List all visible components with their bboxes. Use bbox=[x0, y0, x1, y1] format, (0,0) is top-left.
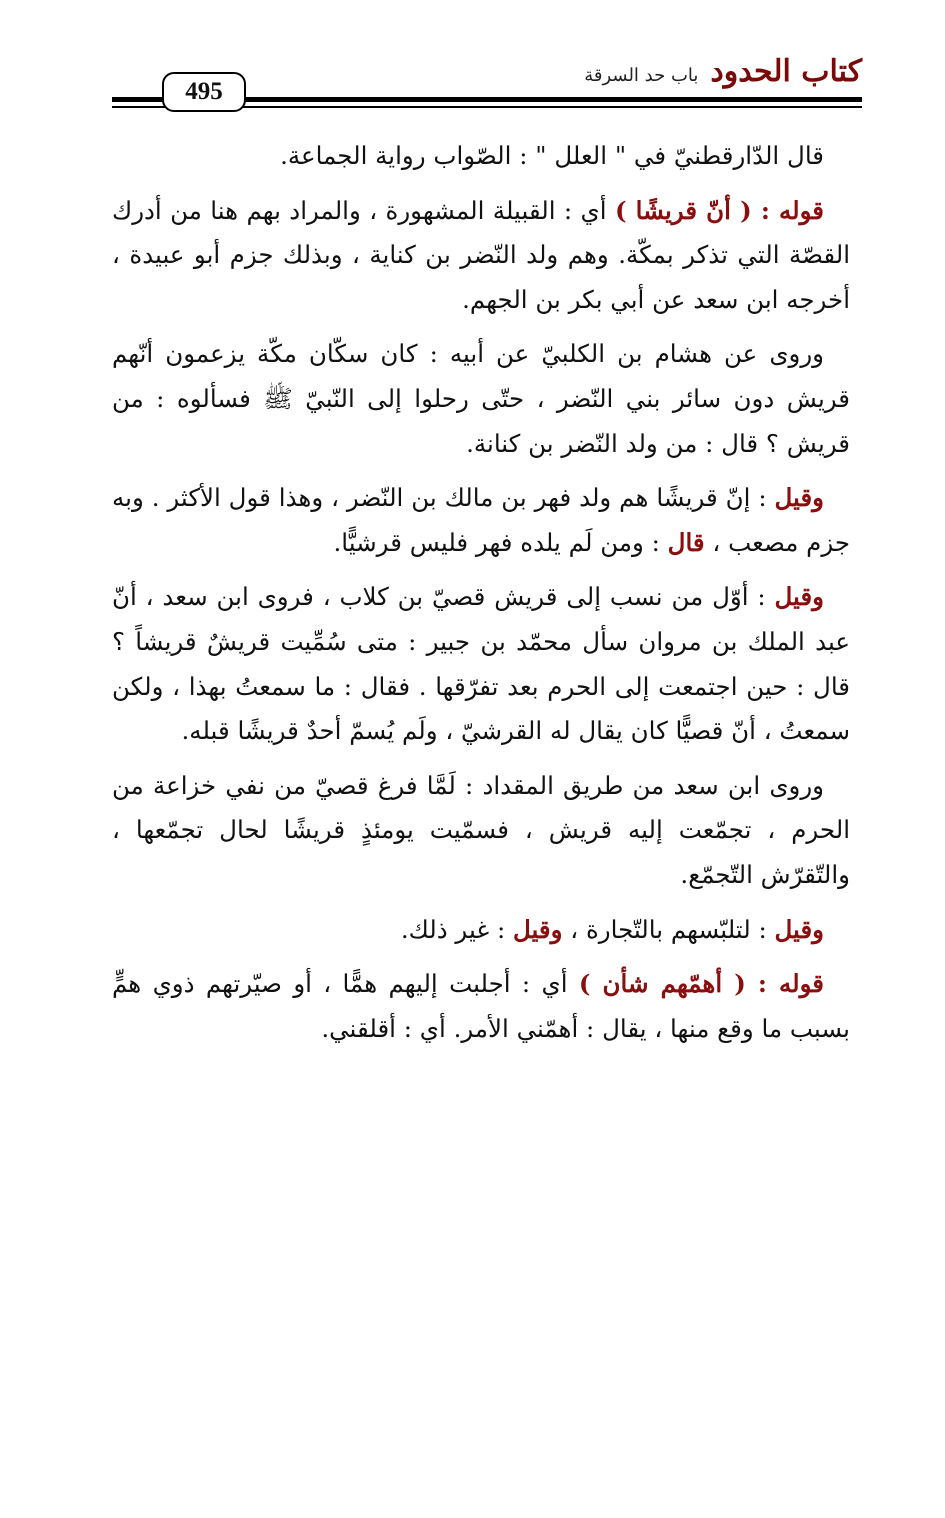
keyword-label: وقيل bbox=[774, 483, 824, 513]
paragraph-text: وروى ابن سعد من طريق المقداد : لَمَّا فرغ قصيّ من نفي خزاعة من الحرم ، تجمّعت إليه قريش ، فسمّيت يومئذٍ قريشًا لحال تجمّعها ، والتّقرّش التّجمّع. bbox=[112, 770, 850, 889]
paragraph-text: وروى عن هشام بن الكلبيّ عن أبيه : كان سكّان مكّة يزعمون أنّهم قريش دون سائر بني النّضر ، حتّى رحلوا إلى النّبيّ ﷺ فسألوه : من قريش ؟ قال : من ولد النّضر بن كنانة. bbox=[112, 339, 850, 458]
paragraph bbox=[112, 134, 850, 179]
paragraph-text: : غير ذلك. bbox=[400, 914, 513, 944]
paragraph-text: : أوّل من نسب إلى قريش قصيّ بن كلاب ، فروى ابن سعد ، أنّ عبد الملك بن مروان سأل محمّد بن جبير : متى سُمِّيت قريشٌ قريشاً ؟ قال : حين اجتمعت إلى الحرم بعد تفرّقها . فقال : ما سمعتُ بهذا ، ولكن سمعتُ ، أنّ قصيًّا كان يقال له القرشيّ ، ولَم يُسمّ أحدٌ قريشًا قبله. bbox=[112, 582, 850, 746]
paragraph bbox=[112, 575, 850, 753]
paragraph-text: : ومن لَم يلده فهر فليس قرشيًّا. bbox=[333, 527, 668, 557]
page-number: 495 bbox=[162, 72, 246, 112]
paragraph-text: أي : أجلبت إليهم همًّا ، أو صيّرتهم ذوي همٍّ بسبب ما وقع منها ، يقال : أهمّني الأمر. أي : أقلقني. bbox=[112, 969, 850, 1043]
paragraph-text: قال الدّارقطنيّ في " العلل " : الصّواب رواية الجماعة. bbox=[280, 141, 824, 170]
keyword-label: قوله : ( أهمّهم شأن ) bbox=[578, 969, 824, 999]
keyword-label: وقيل bbox=[512, 914, 563, 944]
paragraph bbox=[112, 908, 850, 953]
keyword-label: قوله : ( أنّ قريشًا ) bbox=[614, 195, 824, 225]
paragraph bbox=[112, 962, 850, 1051]
paragraph bbox=[112, 764, 850, 898]
paragraph-text: : لتلبّسهم بالتّجارة ، bbox=[562, 914, 775, 944]
body-text bbox=[112, 134, 850, 1061]
chapter-title: باب حد السرقة bbox=[584, 65, 699, 86]
keyword-label: وقيل bbox=[774, 914, 824, 944]
paragraph bbox=[112, 476, 850, 565]
keyword-label: وقيل bbox=[774, 582, 824, 612]
paragraph bbox=[112, 332, 850, 466]
keyword-label: قال bbox=[667, 527, 705, 557]
paragraph bbox=[112, 189, 850, 323]
paragraph-text: أي : القبيلة المشهورة ، والمراد بهم هنا من أدرك القصّة التي تذكر بمكّة. وهم ولد النّضر بن كناية ، وبذلك جزم أبو عبيدة ، أخرجه ابن سعد عن أبي بكر بن الجهم. bbox=[112, 195, 850, 314]
book-title: كتاب الحدود bbox=[710, 54, 862, 89]
header-titles bbox=[584, 54, 862, 89]
page-header bbox=[112, 50, 862, 120]
paragraph-text: : إنّ قريشًا هم ولد فهر بن مالك بن النّضر ، وهذا قول الأكثر . وبه جزم مصعب ، bbox=[112, 483, 850, 557]
